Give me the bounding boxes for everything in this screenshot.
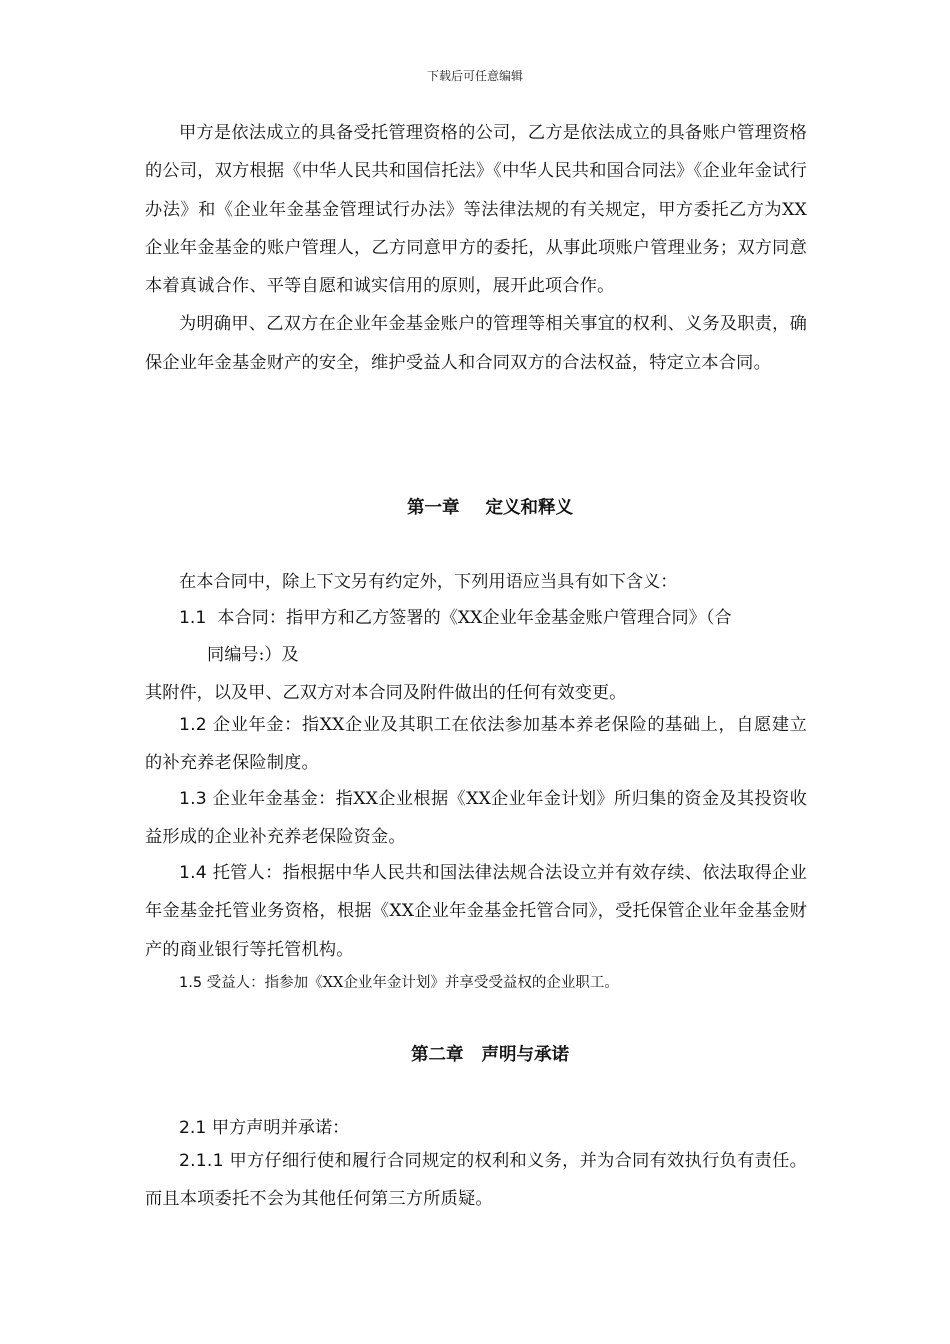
item-1-4-text: 托管人：指根据中华人民共和国法律法规合法设立并有效存续、依法取得企业年金基金托管业务资格，根据《XX企业年金基金托管合同》，受托保管企业年金基金财产的商业银行等托管机构。 — [145, 863, 807, 960]
item-1-1-text-b: 同编号:）及 — [207, 645, 299, 665]
item-1-1-number: 1.1 — [179, 608, 207, 628]
item-1-1-text-a: 本合同：指甲方和乙方签署的《XX企业年金基金账户管理合同》（合 — [217, 608, 732, 628]
item-2-1-number: 2.1 — [179, 1118, 207, 1138]
item-1-4-number: 1.4 — [179, 863, 207, 883]
item-2-1-1 — [145, 1142, 807, 1219]
item-1-5 — [179, 971, 619, 992]
item-2-1-text: 甲方声明并承诺： — [211, 1118, 350, 1138]
chapter-2-heading — [145, 1041, 835, 1066]
chapter-2-title: 声明与承诺 — [481, 1045, 569, 1065]
item-2-1 — [179, 1113, 349, 1138]
item-1-4 — [145, 854, 807, 969]
item-1-1-line-1 — [179, 603, 732, 628]
item-1-1-text-c: 其附件，以及甲、乙双方对本合同及附件做出的任何有效变更。 — [145, 683, 627, 703]
item-1-5-text: 受益人：指参加《XX企业年金计划》并享受受益权的企业职工。 — [206, 975, 619, 991]
item-1-2-text: 企业年金：指XX企业及其职工在依法参加基本养老保险的基础上，自愿建立的补充养老保险制度。 — [145, 715, 807, 774]
item-1-3 — [145, 780, 807, 857]
item-2-1-1-number: 2.1.1 — [179, 1151, 224, 1171]
chapter-1-lead: 在本合同中，除上下文另有约定外，下列用语应当具有如下含义： — [179, 572, 678, 592]
chapter-1-title: 定义和释义 — [485, 498, 573, 518]
intro-paragraph-1: 甲方是依法成立的具备受托管理资格的公司，乙方是依法成立的具备账户管理资格的公司，双方根据《中华人民共和国信托法》《中华人民共和国合同法》《企业年金试行办法》和《企业年金基金管理试行办法》等法律法规的有关规定，甲方委托乙方为XX企业年金基金的账户管理人，乙方同意甲方的委托，从事此项账户管理业务；双方同意本着真诚合作、平等自愿和诚实信用的原则，展开此项合作。 — [145, 123, 807, 297]
intro-section — [145, 114, 807, 382]
chapter-1-heading — [145, 494, 835, 519]
intro-paragraph-2: 为明确甲、乙双方在企业年金基金账户的管理等相关事宜的权利、义务及职责，确保企业年金基金财产的安全，维护受益人和合同双方的合法权益，特定立本合同。 — [145, 314, 807, 373]
item-1-3-text: 企业年金基金：指XX企业根据《XX企业年金计划》所归集的资金及其投资收益形成的企业补充养老保险资金。 — [145, 789, 807, 848]
header-note: 下载后可任意编辑 — [426, 69, 523, 83]
chapter-1-number: 第一章 — [407, 498, 460, 518]
item-1-2-number: 1.2 — [179, 715, 207, 735]
item-2-1-1-text: 甲方仔细行使和履行合同规定的权利和义务，并为合同有效执行负有责任。而且本项委托不会为其他任何第三方所质疑。 — [145, 1151, 807, 1210]
chapter-2-number: 第二章 — [411, 1045, 464, 1065]
item-1-2 — [145, 706, 807, 783]
item-1-5-number: 1.5 — [179, 975, 203, 991]
item-1-3-number: 1.3 — [179, 789, 207, 809]
